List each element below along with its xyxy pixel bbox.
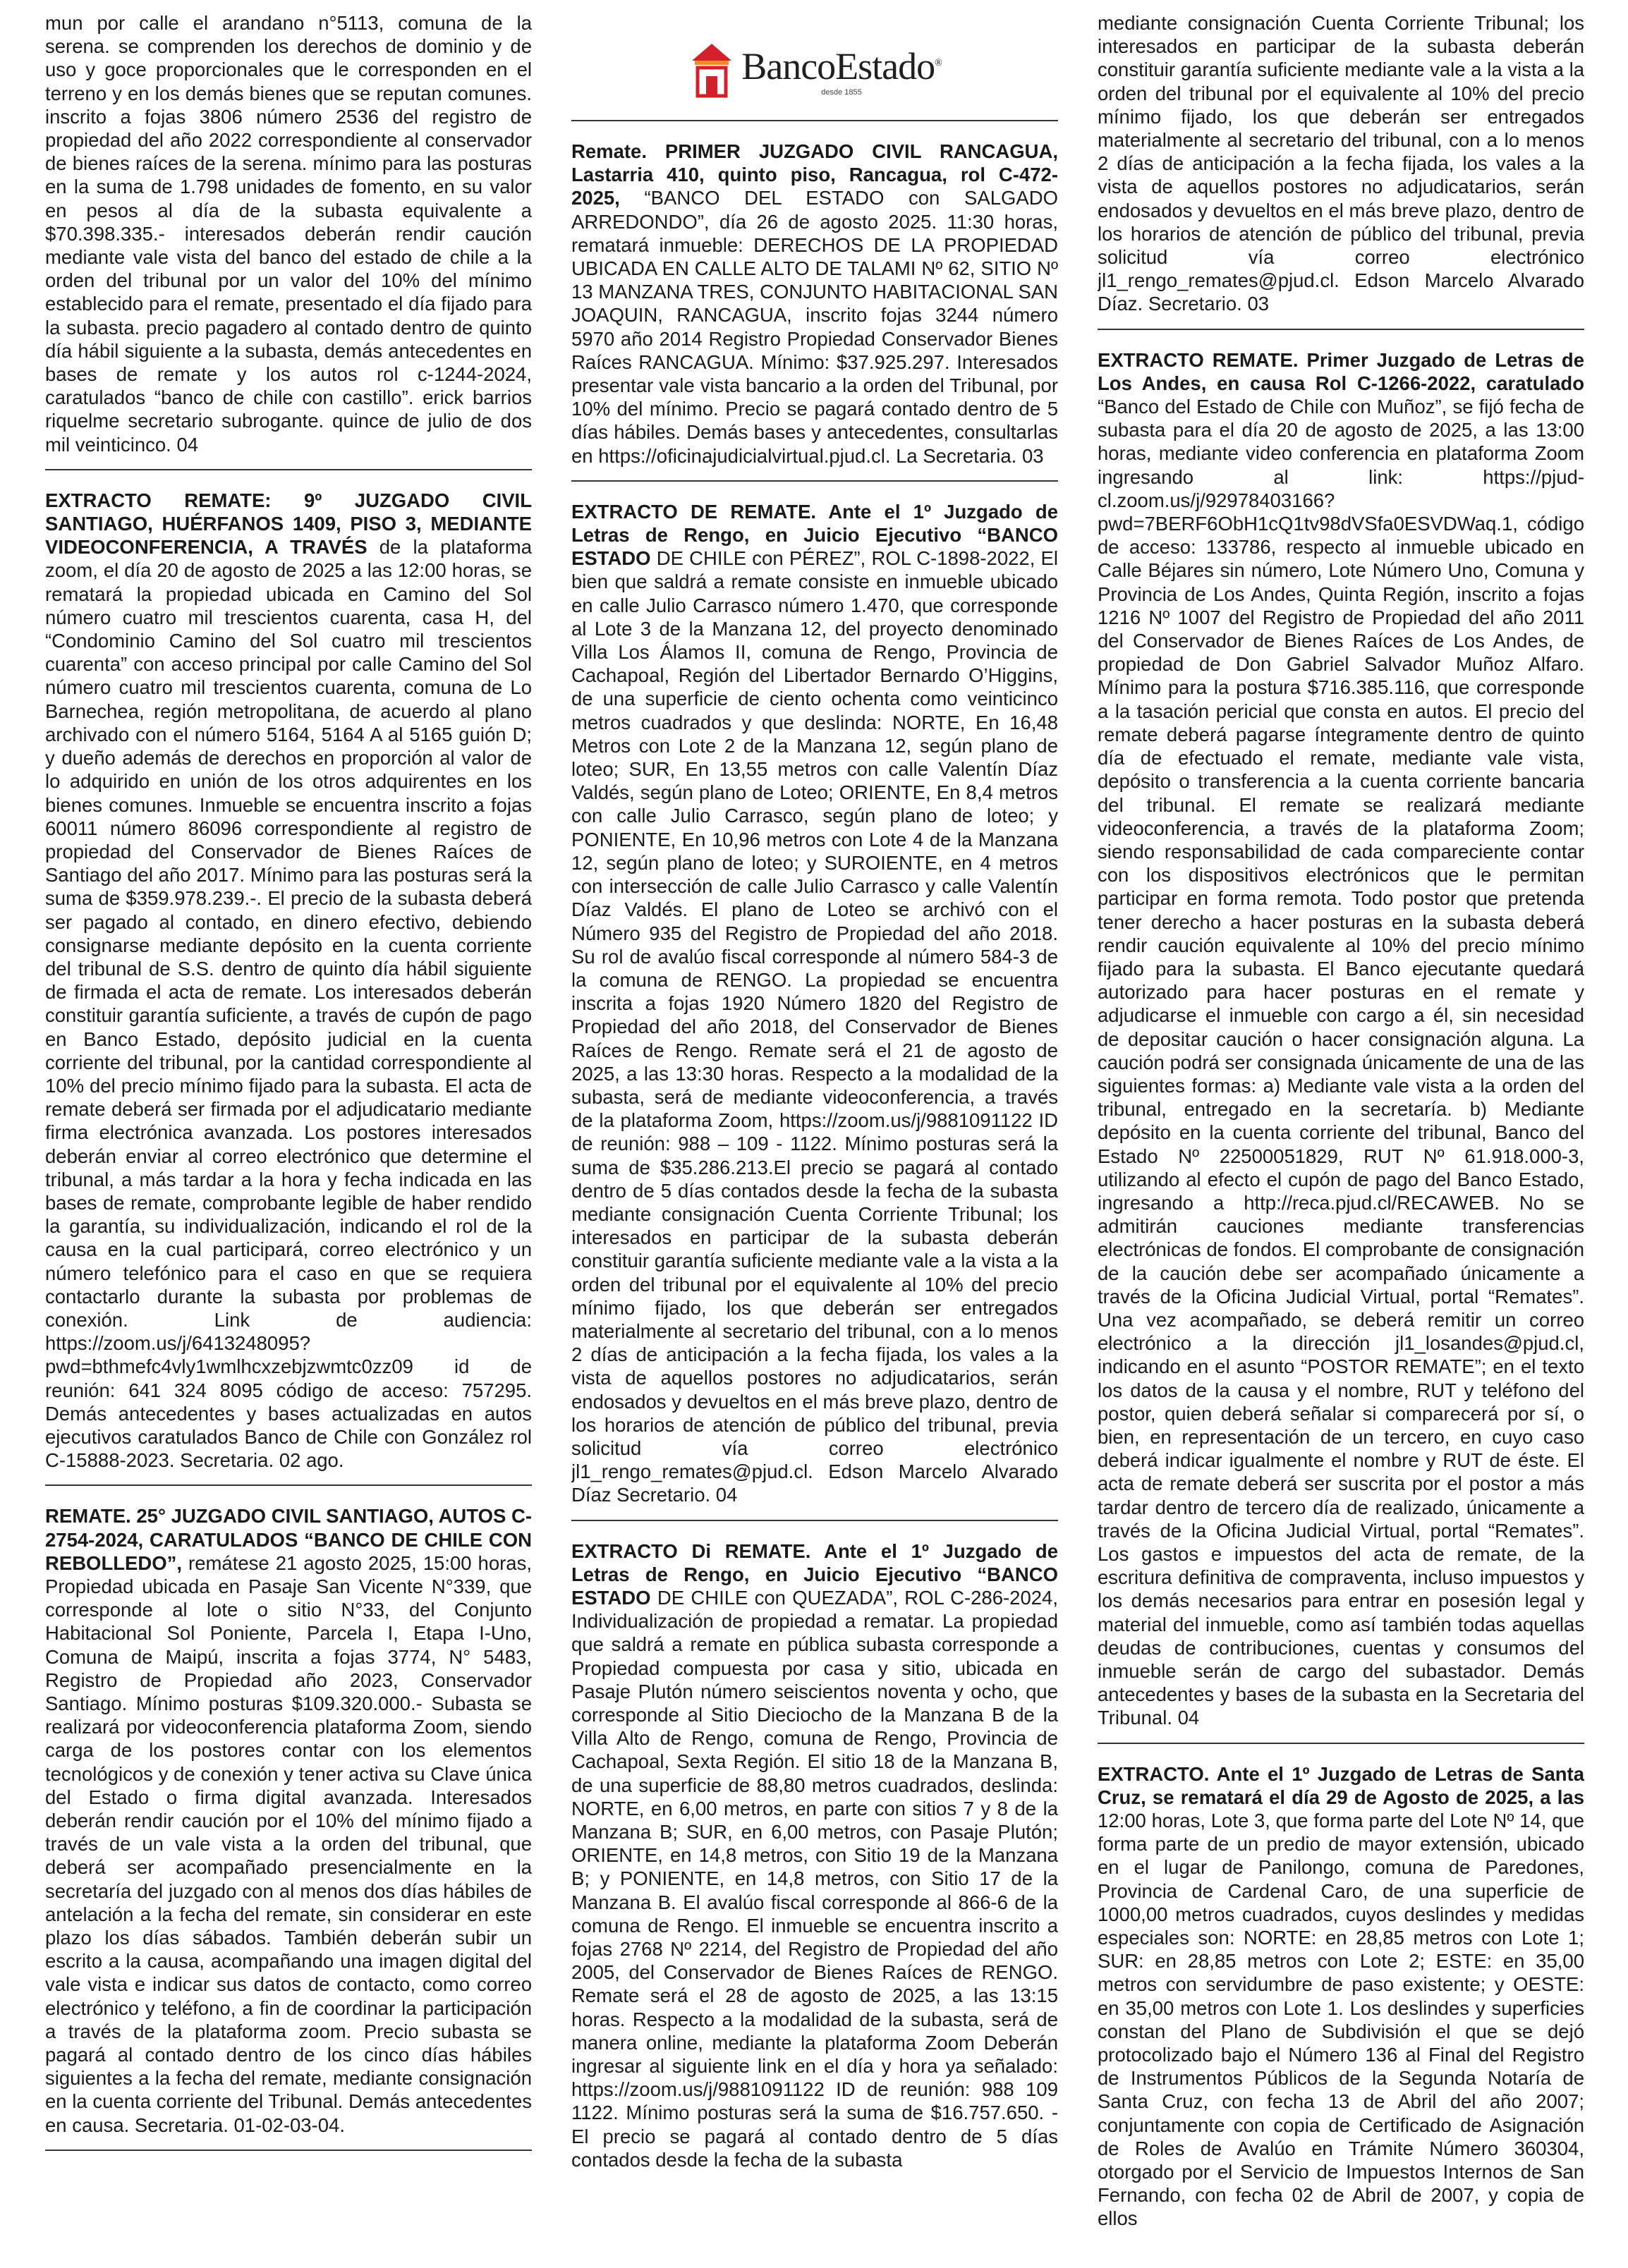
divider xyxy=(1098,1743,1584,1744)
notice-1-2 xyxy=(45,489,532,1485)
notice-body: “BANCO DEL ESTADO con SALGADO ARREDONDO”, día 26 de agosto 2025. 11:30 horas, rematará inmueble: DERECHOS DE LA PROPIEDAD UBICADA EN CALLE ALTO DE TALAMI Nº 62, SITIO Nº 13 MANZANA TRES, CONJUNTO HABITACIONAL SAN JOAQUIN, RANCAGUA, inscrito fojas 3244 número 5970 año 2014 Registro Propiedad Conservador Bienes Raíces RANCAGUA. Mínimo: $37.925.297. Interesados presentar vale vista bancario a la orden del Tribunal, por 10% del mínimo. Precio se pagará contado dentro de 5 días hábiles. Demás bases y antecedentes, consultarlas en https://oficinajudicialvirtual.pjud.cl. La Secretaria. 03 xyxy=(571,187,1058,467)
notice-body: remátese 21 agosto 2025, 15:00 horas, Propiedad ubicada en Pasaje San Vicente N°339, que corresponde al lote o sitio N°33, del Conjunto Habitacional Sol Poniente, Parcela I, Etapa I-Uno, Comuna de Maipú, inscrita a fojas 3774, N° 5483, Registro de Propiedad año 2023, Conservador Santiago. Mínimo posturas $109.320.000.- Subasta se realizará por videoconferencia plataforma Zoom, siendo carga de los postores contar con los elementos tecnológicos y de conexión y tener activa su Clave única del Estado o firma digital avanzada. Interesados deberán rendir caución por el 10% del mínimo fijado a través de un vale vista a la orden del tribunal, que deberá ser acompañado presencialmente en la secretaría del juzgado con al menos dos días hábiles de antelación a la fecha del remate, sin considerar en este plazo los días sábados. También deberán subir un escrito a la causa, acompañando una imagen digital del vale vista e indicar sus datos de contacto, como correo electrónico y teléfono, a fin de coordinar la participación a través de la plataforma zoom. Precio subasta se pagará al contado dentro de los cinco días hábiles siguientes a la fecha del remate, mediante consignación en la cuenta corriente del Tribunal. Demás antecedentes en causa. Secretaria. 01-02-03-04. xyxy=(45,1551,532,2136)
notice-body: mun por calle el arandano n°5113, comuna de la serena. se comprenden los derechos de dominio y de uso y goce proporcionales que le corresponden en el terreno y en los demás bienes que se reputan comunes. inscrito a fojas 3806 número 2536 del registro de propiedad del año 2022 correspondiente al conservador de bienes raíces de la serena. mínimo para las posturas en la suma de 1.798 unidades de fomento, en su valor en pesos al día de la subasta equivalente a $70.398.335.- interesados deberán rendir caución mediante vale vista del banco del estado de chile a la orden del tribunal por un valor del 10% del mínimo establecido para el remate, presentado el día fijado para la subasta. precio pagadero al contado dentro de quinto día hábil siguiente a la subasta, demás antecedentes en bases de remate y los autos rol c-1244-2024, caratulados “banco de chile con castillo”. erick barrios riquelme secretario subrogante. quince de julio de dos mil veinticinco. 04 xyxy=(45,12,532,456)
divider xyxy=(45,2150,532,2151)
notice-body: “Banco del Estado de Chile con Muñoz”, se fijó fecha de subasta para el día 20 de agosto de 2025, a las 13:00 horas, mediante video conferencia en plataforma Zoom ingresando al link: https://pjud-cl.zoom.us/j/92978403166?pwd=7BERF6ObH1cQ1tv98dVSfa0ESVDWaq.1, código de acceso: 133786, respecto al inmueble ubicado en Calle Béjares sin número, Lote Número Uno, Comuna y Provincia de Los Andes, Quinta Región, inscrito a fojas 1216 Nº 1007 del Registro de Propiedad del año 2011 del Conservador de Bienes Raíces de Los Andes, de propiedad de Don Gabriel Salvador Muñoz Alfaro. Mínimo para la postura $716.385.116, que corresponde a la tasación pericial que consta en autos. El precio del remate deberá pagarse íntegramente dentro de quinto día de efectuado el remate, mediante vale vista, depósito o transferencia a la cuenta corriente bancaria del tribunal. El remate se realizará mediante videoconferencia, a través de la plataforma Zoom; siendo responsabilidad de cada compareciente contar con los dispositivos electrónicos que le permitan participar en forma remota. Todo postor que pretenda tener derecho a hacer posturas en la subasta deberá rendir caución equivalente al 10% del precio mínimo fijado para la subasta. El Banco ejecutante quedará autorizado para hacer posturas en el remate y adjudicarse el inmueble con cargo a él, sin necesidad de depositar caución o hacer consignación alguna. La caución podrá ser consignada únicamente de una de las siguientes formas: a) Mediante vale vista a la orden del tribunal, entregado en la secretaría. b) Mediante depósito en la cuenta corriente del tribunal, Banco del Estado Nº 22500051829, RUT Nº 61.918.000-3, utilizando al efecto el cupón de pago del Banco Estado, ingresando a http://reca.pjud.cl/RECAWEB. No se admitirán cauciones mediante transferencias electrónicas de fondos. El comprobante de consignación de la caución debe ser acompañado únicamente a través de la Oficina Judicial Virtual, portal “Remates”. Una vez acompañado, se deberá remitir un correo electrónico a la dirección jl1_losandes@pjud.cl, indicando en el asunto “POSTOR REMATE”; en el texto los datos de la causa y el nombre, RUT y teléfono del postor, quien deberá señalar si comparecerá por sí, o bien, en representación de un tercero, en cuyo caso deberá indicar igualmente el nombre y RUT de éste. El acta de remate deberá ser suscrita por el postor a más tardar dentro de tercero día de realizado, únicamente a través de la Oficina Judicial Virtual, portal “Remates”. Los gastos e impuestos del acta de remate, de la escritura definitiva de compraventa, incluso impuestos y los demás necesarios para entrar en posesión legal y material del inmueble, como así también todas aquellas deudas de contribuciones, cuentas y consumos del inmueble serán de cargo del subastador. Demás antecedentes y bases de la subasta en la Secretaria del Tribunal. 04 xyxy=(1098,396,1584,1729)
divider xyxy=(45,1484,532,1486)
notice-2-3 xyxy=(571,1540,1058,2184)
notice-1-3 xyxy=(45,1504,532,2149)
notice-3-1 xyxy=(1098,11,1584,329)
notice-body: mediante consignación Cuenta Corriente Tribunal; los interesados en participar de la subasta deberán constituir garantía suficiente mediante vale a la vista a la orden del tribunal por el equivalente al 10% del precio mínimo fijado, los que deberán ser entregados materialmente al secretario del tribunal, con a lo menos 2 días de anticipación a la fecha fijada, los vales a la vista de aquellos postores no adjudicatarios, serán endosados y devueltos en el más breve plazo, dentro de los horarios de atención de público del tribunal, previa solicitud vía correo electrónico jl1_rengo_remates@pjud.cl. Edson Marcelo Alvarado Díaz. Secretario. 03 xyxy=(1098,12,1584,315)
notice-body: DE CHILE con PÉREZ”, ROL C-1898-2022, El bien que saldrá a remate consiste en inmueble ubicado en calle Julio Carrasco número 1.470, que corresponde al Lote 3 de la Manzana 12, del proyecto denominado Villa Los Álamos II, comuna de Rengo, Provincia de Cachapoal, Región del Libertador Bernardo O’Higgins, de una superficie de ciento ochenta como veinticinco metros cuadrados y que deslinda: NORTE, En 16,48 Metros con Lote 2 de la Manzana 12, según plano de loteo; SUR, En 13,55 metros con calle Valentín Díaz Valdés, según plano de Loteo; ORIENTE, En 8,4 metros con calle Julio Carrasco, según plano de loteo; y PONIENTE, En 10,96 metros con Lote 4 de la Manzana 12, según plano de loteo; y SUROIENTE, en 4 metros con intersección de calle Julio Carrasco y calle Valentín Díaz Valdés. El plano de Loteo se archivó con el Número 935 del Registro de Propiedad del año 2018. Su rol de avalúo fiscal corresponde al número 584-3 de la comuna de RENGO. La propiedad se encuentra inscrita a fojas 1920 Número 1820 del Registro de Propiedad del año 2018, del Conservador de Bienes Raíces de Rengo. Remate será el 21 de agosto de 2025, a las 13:30 horas. Respecto a la modalidad de la subasta, será de mediante videoconferencia, a través de la plataforma Zoom, https://zoom.us/j/9881091122 ID de reunión: 988 – 109 - 1122. Mínimo posturas será la suma de $35.286.213.El precio se pagará al contado dentro de 5 días contados desde la fecha de la subasta mediante consignación Cuenta Corriente Tribunal; los interesados en participar de la subasta deberán constituir garantía suficiente mediante vale a la vista a la orden del tribunal por el equivalente al 10% del precio mínimo fijado, los que deberán ser entregados materialmente al secretario del tribunal, con a lo menos 2 días de anticipación a la fecha fijada, los vales a la vista de aquellos postores no adjudicatarios, serán endosados y devueltos en el más breve plazo, dentro de los horarios de atención de público del tribunal, previa solicitud vía correo electrónico jl1_rengo_remates@pjud.cl. Edson Marcelo Alvarado Díaz Secretario. 04 xyxy=(571,547,1058,1506)
notice-body: DE CHILE con QUEZADA”, ROL C-286-2024, Individualización de propiedad a rematar. La propiedad que saldrá a remate en pública subasta corresponde a Propiedad compuesta por casa y sitio, ubicada en Pasaje Plutón número seiscientos noventa y ocho, que corresponde al Sitio Dieciocho de la Manzana B de la Villa Alto de Rengo, comuna de Rengo, Provincia de Cachapoal, Sexta Región. El sitio 18 de la Manzana B, de una superficie de 88,80 metros cuadrados, deslinda: NORTE, en 6,00 metros, en parte con sitios 7 y 8 de la Manzana B; SUR, en 6,00 metros, con Pasaje Plutón; ORIENTE, en 14,8 metros, con Sitio 19 de la Manzana B; y PONIENTE, en 14,8 metros, con Sitio 17 de la Manzana B. El avalúo fiscal corresponde al 866-6 de la comuna de Rengo. El inmueble se encuentra inscrito a fojas 2768 Nº 2214, del Registro de Propiedad del año 2005, del Conservador de Bienes Raíces de RENGO. Remate será el 28 de agosto de 2025, a las 13:15 horas. Respecto a la modalidad de la subasta, será de manera online, mediante la plataforma Zoom Deberán ingresar al siguiente link en el día y hora ya señalado: https://zoom.us/j/9881091122 ID de reunión: 988 109 1122. Mínimo posturas será la suma de $16.757.650. - El precio se pagará al contado dentro de 5 días contados desde la fecha de la subasta xyxy=(571,1586,1058,2171)
notice-body: 12:00 horas, Lote 3, que forma parte del Lote Nº 14, que forma parte de un predio de mayor extensión, ubicado en el lugar de Panilongo, comuna de Paredones, Provincia de Cardenal Caro, de una superficie de 1000,00 metros cuadrados, cuyos deslindes y medidas especiales son: NORTE: en 28,85 metros con Lote 1; SUR: en 28,85 metros con Lote 2; ESTE: en 35,00 metros con servidumbre de paso existente; y OESTE: en 35,00 metros con Lote 1. Los deslindes y superficies constan del Plano de Subdivisión el que se dejó protocolizado bajo el Número 136 al Final del Registro de Instrumentos Públicos de la Segunda Notaría de Santa Cruz, con fecha 13 de Abril del año 2007; conjuntamente con copia de Certificado de Asignación de Roles de Avalúo en Trámite Número 360304, otorgado por el Servicio de Impuestos Internos de San Fernando, con fecha 02 de Abril de 2007, y copia de ellos xyxy=(1098,1810,1584,2230)
column-2 xyxy=(571,11,1058,2261)
column-3 xyxy=(1098,11,1584,2261)
logo-wordmark: BancoEstado® xyxy=(741,45,942,87)
notice-heading: REMATE. 25° JUZGADO CIVIL SANTIAGO, AUTOS C-2754-2024, CARATULADOS “BANCO DE CHILE CON REBOLLEDO”, xyxy=(45,1505,532,1574)
notice-body: de la plataforma zoom, el día 20 de agosto de 2025 a las 12:00 horas, se rematará la propiedad ubicada en Camino del Sol número cuatro mil trescientos cuarenta, casa H, del “Condominio Camino del Sol cuatro mil trescientos cuarenta” con acceso principal por calle Camino del Sol número cuatro mil trescientos cuarenta, comuna de Lo Barnechea, región metropolitana, de acuerdo al plano archivado con el número 5164, 5164 A al 5165 guión D; y dueño además de derechos en proporción al valor de lo adquirido en unión de los otros adquirentes en los bienes comunes. Inmueble se encuentra inscrito a fojas 60011 número 86096 correspondiente al registro de propiedad del Conservador de Bienes Raíces de Santiago del año 2017. Mínimo para las posturas será la suma de $359.978.239.-. El precio de la subasta deberá ser pagado al contado, en dinero efectivo, debiendo consignarse mediante depósito en la cuenta corriente del tribunal de S.S. dentro de quinto día hábil siguiente de firmada el acta de remate. Los interesados deberán constituir garantía suficiente, a través de cupón de pago en Banco Estado, depósito judicial en la cuenta corriente del tribunal, por la cantidad correspondiente al 10% del precio mínimo fijado para la subasta. El acta de remate deberá ser firmada por el adjudicatario mediante firma electrónica avanzada. Los postores interesados deberán enviar al correo electrónico que determine el tribunal, a más tardar a la hora y fecha indicada en las bases de remate, comprobante legible de haber rendido la garantía, su individualización, indicando el rol de la causa en la cual participará, correo electrónico y un número telefónico para el caso en que se requiera contactarlo durante la subasta por problemas de conexión. Link de audiencia: https://zoom.us/j/6413248095? pwd=bthmefc4vly1wmlhcxzebjzwmtc0zz09 id de reunión: 641 324 8095 código de acceso: 757295. Demás antecedentes y bases actualizadas en autos ejecutivos caratulados Banco de Chile con González rol C-15888-2023. Secretaria. 02 ago. xyxy=(45,536,532,1472)
bancoestado-logo xyxy=(571,28,1058,113)
divider xyxy=(1098,329,1584,330)
divider xyxy=(571,120,1058,121)
notice-3-3 xyxy=(1098,1762,1584,2243)
notice-1-1 xyxy=(45,11,532,469)
notice-heading: EXTRACTO Di REMATE. Ante el 1º Juzgado de Letras de Rengo, en Juicio Ejecutivo “BANCO ESTADO xyxy=(571,1540,1058,1609)
divider xyxy=(571,480,1058,482)
notice-3-2 xyxy=(1098,348,1584,1743)
notice-heading: EXTRACTO REMATE. Primer Juzgado de Letras de Los Andes, en causa Rol C-1266-2022, caratulado xyxy=(1098,348,1584,394)
divider xyxy=(45,469,532,470)
notice-2-2 xyxy=(571,500,1058,1520)
notice-heading: Remate. PRIMER JUZGADO CIVIL RANCAGUA, Lastarria 410, quinto piso, Rancagua, rol C-472-2025, xyxy=(571,140,1058,209)
bancoestado-logo-icon xyxy=(688,39,736,102)
notice-heading: EXTRACTO DE REMATE. Ante el 1º Juzgado de Letras de Rengo, en Juicio Ejecutivo “BANCO ESTADO xyxy=(571,500,1058,570)
divider xyxy=(571,1520,1058,1521)
notice-heading: EXTRACTO REMATE: 9º JUZGADO CIVIL SANTIAGO, HUÉRFANOS 1409, PISO 3, MEDIANTE VIDEOCONFERENCIA, A TRAVÉS xyxy=(45,489,532,559)
logo-since: desde 1855 xyxy=(821,88,862,97)
column-1 xyxy=(45,11,532,2261)
notice-heading: EXTRACTO. Ante el 1º Juzgado de Letras de Santa Cruz, se rematará el día 29 de Agosto de 2025, a las xyxy=(1098,1762,1584,1808)
notice-2-1 xyxy=(571,140,1058,480)
